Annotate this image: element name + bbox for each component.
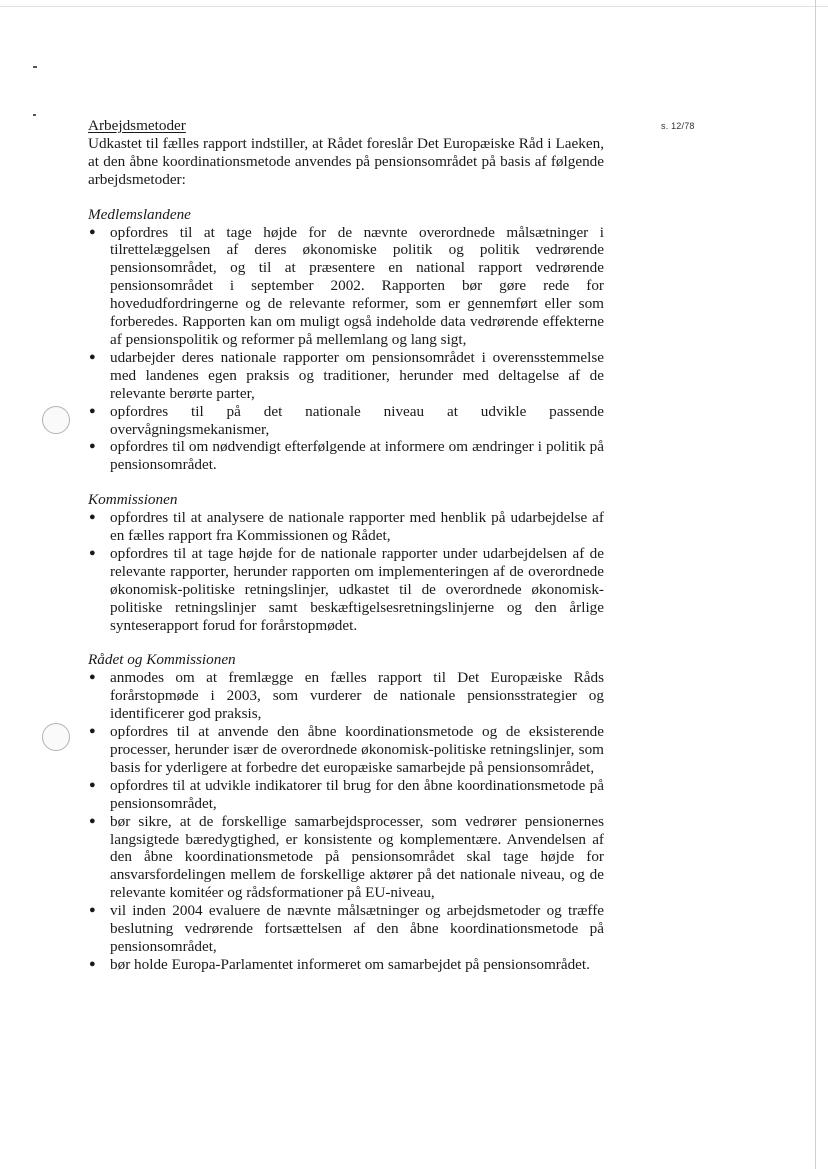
list-item-text: udarbejder deres nationale rapporter om pensionsområdet i overensstemmelse med landenes egen praksis og traditioner, herunder med deltagelse af de relevante berørte parter, [110, 348, 604, 402]
list-item [88, 224, 604, 349]
list-item-text: opfordres til at analysere de nationale rapporter med henblik på udarbejdelse af en fælles rapport fra Kommissionen og Rådet, [110, 509, 604, 545]
list-item-text: opfordres til at anvende den åbne koordinationsmetode og de eksisterende processer, herunder især de overordnede økonomisk-politiske retningslinjer, som basis for yderligere at forbedre det europæiske samarbejde på pensionsområdet, [110, 723, 604, 776]
list-item [88, 902, 604, 956]
list-item-text: opfordres til at tage højde for de nævnte overordnede målsætninger i tilrettelæggelsen af deres økonomiske politik og politik vedrørende pensionsområdet, og til at præsentere en national rapport vedrørende pensionsområdet i september 2002. Rapporten bør gøre rede for hovedudfordringerne og de relevante reformer, som er gennemført eller som forberedes. Rapporten kan om muligt også indeholde data vedrørende effekterne af pensionspolitik og reformer på mellemlang og lang sigt, [110, 223, 604, 348]
list-item-text: bør sikre, at de forskellige samarbejdsprocesser, som vedrører pensionernes langsigtede bæredygtighed, er konsistente og komplementære. Anvendelsen af den åbne koordinationsmetode på pensionsområdet skal tage højde for ansvarsfordelingen mellem de forskellige aktører på det nationale niveau, og de relevante komitéer og rådsformationer på EU-niveau, [110, 812, 604, 902]
list-item-text: opfordres til på det nationale niveau at udvikle passende overvågningsmekanismer, [110, 402, 604, 438]
bullet-list [88, 669, 604, 973]
group-heading: Kommissionen [88, 491, 178, 509]
bullet-icon: ● [89, 778, 96, 791]
list-item [88, 777, 604, 813]
bullet-icon: ● [89, 904, 96, 917]
list-item-text: opfordres til at tage højde for de nationale rapporter under udarbejdelsen af de relevante rapporter, herunder rapporten om implementeringen af de overordnede økonomisk-politiske retningslinjer, udkastet til de overordnede økonomisk-politiske retningslinjer samt beskæftigelsesretningslinjerne og den årlige synteserapport forud for forårstopmødet. [110, 544, 604, 634]
bullet-icon: ● [89, 350, 96, 363]
bullet-icon: ● [89, 671, 96, 684]
bullet-icon: ● [89, 725, 96, 738]
group-heading: Rådet og Kommissionen [88, 651, 236, 669]
bullet-icon: ● [89, 404, 96, 417]
page-top-edge [0, 6, 828, 7]
list-item-text: anmodes om at fremlægge en fælles rapport til Det Europæiske Råds forårstopmøde i 2003, som vurderer de nationale pensionsstrategier og identificerer god praksis, [110, 669, 604, 723]
bullet-icon: ● [89, 814, 96, 827]
bullet-icon: ● [89, 546, 96, 559]
document-body [88, 117, 604, 974]
list-item [88, 509, 604, 545]
page-number: s. 12/78 [661, 121, 695, 131]
list-item-text: opfordres til at udvikle indikatorer til brug for den åbne koordinationsmetode på pensionsområdet, [110, 776, 604, 812]
punch-hole-lower [42, 723, 70, 751]
groups-container [88, 206, 604, 974]
list-item [88, 723, 604, 777]
list-item [88, 438, 604, 474]
list-item [88, 545, 604, 635]
bullet-icon: ● [89, 440, 96, 453]
bullet-list [88, 509, 604, 634]
list-item [88, 813, 604, 903]
bullet-icon: ● [89, 957, 96, 970]
list-item [88, 956, 604, 974]
scan-speck [33, 66, 37, 68]
bullet-icon: ● [89, 511, 96, 524]
bullet-icon: ● [89, 225, 96, 238]
intro-paragraph: Udkastet til fælles rapport indstiller, at Rådet foreslår Det Europæiske Råd i Laeken, at den åbne koordinationsmetode anvendes på pensionsområdet på basis af følgende arbejdsmetoder: [88, 134, 604, 188]
page-right-edge [815, 0, 816, 1169]
scan-speck [33, 114, 36, 116]
list-item [88, 403, 604, 439]
section-heading: Arbejdsmetoder [88, 117, 186, 134]
list-item-text: bør holde Europa-Parlamentet informeret om samarbejdet på pensionsområdet. [110, 955, 590, 973]
punch-hole-upper [42, 406, 70, 434]
list-item [88, 349, 604, 403]
bullet-list [88, 224, 604, 475]
list-item [88, 669, 604, 723]
group-heading: Medlemslandene [88, 205, 191, 223]
group-section [88, 491, 604, 634]
list-item-text: vil inden 2004 evaluere de nævnte målsætninger og arbejdsmetoder og træffe beslutning vedrørende fortsættelsen af den åbne koordinationsmetode på pensionsområdet, [110, 902, 604, 955]
group-section [88, 206, 604, 475]
group-section [88, 651, 604, 973]
list-item-text: opfordres til om nødvendigt efterfølgende at informere om ændringer i politik på pensionsområdet. [110, 438, 604, 474]
